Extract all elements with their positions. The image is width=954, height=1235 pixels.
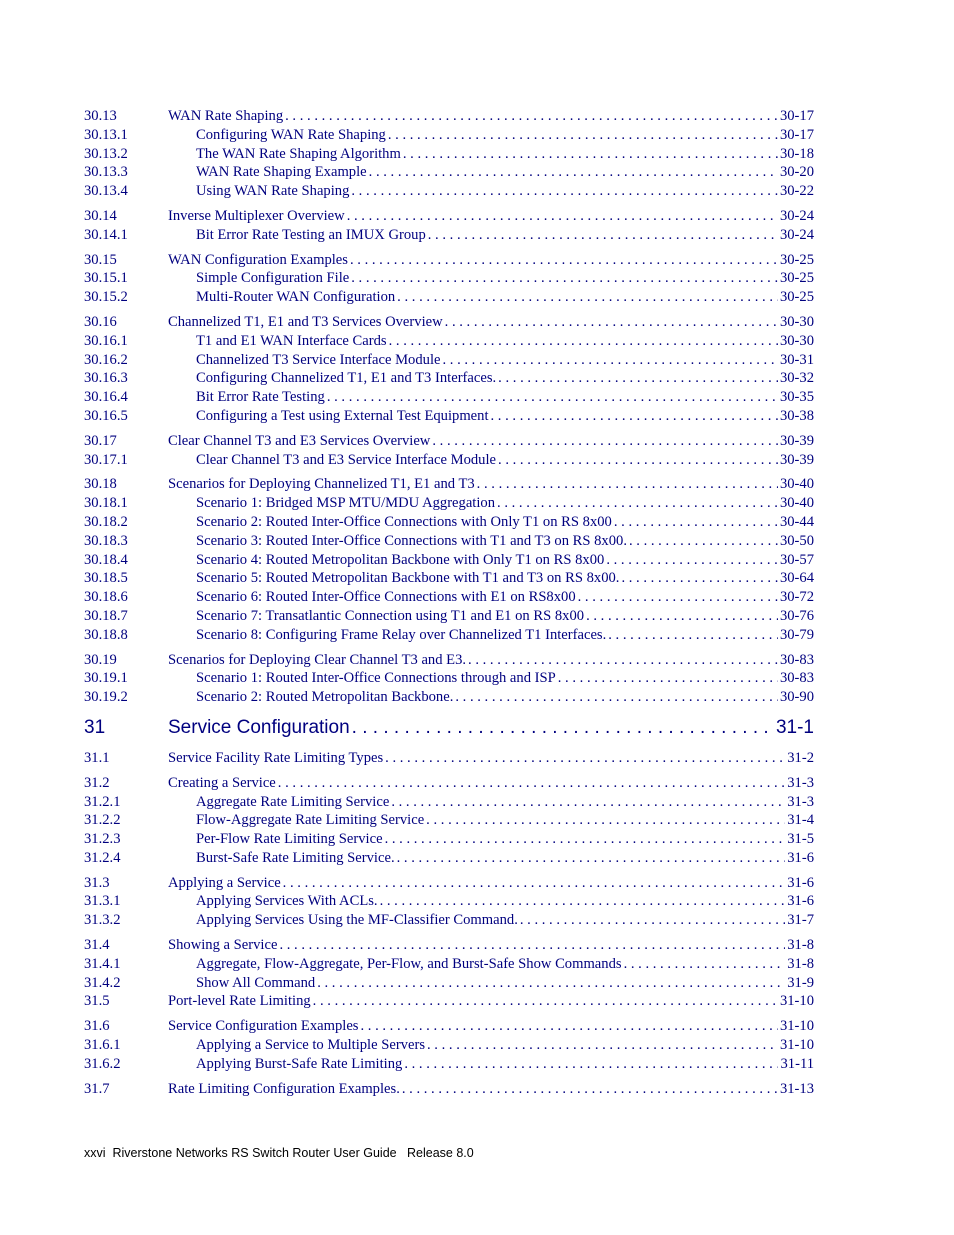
toc-section-number: 31.6 [84, 1018, 110, 1035]
toc-page-number: 30-90 [779, 689, 814, 706]
toc-page-number: 30-64 [779, 570, 814, 587]
dot-leader [432, 432, 778, 451]
toc-page-number: 30-83 [779, 670, 814, 687]
toc-link[interactable] [196, 226, 814, 245]
dot-leader [428, 226, 778, 245]
dot-leader [389, 332, 778, 351]
toc-page-number: 30-39 [779, 432, 814, 449]
toc-page-number: 31-8 [787, 955, 814, 972]
toc-entry[interactable] [84, 163, 814, 182]
toc-link[interactable] [196, 407, 814, 426]
toc-page-number: 30-39 [779, 451, 814, 468]
dot-leader [497, 494, 778, 513]
toc-page-number: 30-30 [779, 332, 814, 349]
toc-page-number: 31-1 [775, 716, 814, 738]
toc-page-number: 30-24 [779, 207, 814, 224]
toc-entry[interactable] [84, 251, 814, 270]
toc-page-number: 31-3 [787, 793, 814, 810]
toc-entry[interactable] [84, 607, 814, 626]
toc-section-number: 31.5 [84, 993, 110, 1010]
dot-leader [369, 163, 778, 182]
toc-title: Per-Flow Rate Limiting Service [196, 831, 383, 848]
toc-section-number: 30.16.2 [84, 351, 128, 368]
dot-leader [350, 251, 778, 270]
toc-title: Flow-Aggregate Rate Limiting Service [196, 812, 425, 829]
toc-page-number: 30-30 [779, 313, 814, 330]
toc-link[interactable] [196, 513, 814, 532]
toc-link[interactable] [168, 251, 814, 270]
toc-section-number: 31 [84, 716, 106, 738]
toc-title: Clear Channel T3 and E3 Services Overview [168, 432, 431, 449]
dot-leader [498, 369, 778, 388]
toc-page-number: 31-9 [787, 974, 814, 991]
dot-leader [403, 145, 778, 164]
toc-title: Applying a Service [168, 874, 281, 891]
toc-page-number: 30-22 [779, 183, 814, 200]
toc-page-number: 30-17 [779, 108, 814, 124]
toc-title: Scenario 2: Routed Metropolitan Backbone. [196, 689, 454, 706]
dot-leader [468, 651, 778, 670]
toc-entry[interactable] [84, 992, 814, 1011]
toc-section-number: 30.15 [84, 251, 117, 268]
toc-entry[interactable] [84, 1017, 814, 1036]
toc-entry[interactable] [84, 749, 814, 768]
dot-leader [385, 749, 785, 768]
toc-link[interactable] [196, 388, 814, 407]
toc-entry[interactable] [84, 207, 814, 226]
toc-section-number: 31.6.1 [84, 1037, 121, 1054]
toc-title: Clear Channel T3 and E3 Service Interface Module [196, 451, 497, 468]
toc-section-number: 30.17.1 [84, 451, 128, 468]
toc-entry[interactable] [84, 269, 814, 288]
toc-title: Service Facility Rate Limiting Types [168, 749, 384, 766]
toc-link[interactable] [196, 288, 814, 307]
toc-link[interactable] [168, 992, 814, 1011]
dot-leader [621, 569, 777, 588]
toc-page-number: 30-25 [779, 289, 814, 306]
toc-section-number: 30.17 [84, 432, 117, 449]
toc-entry[interactable] [84, 107, 814, 126]
toc-section-number: 30.13.1 [84, 126, 128, 143]
toc-entry[interactable] [84, 874, 814, 893]
dot-leader [427, 1036, 778, 1055]
toc-section-number: 30.18 [84, 476, 117, 493]
toc-section-number: 31.3.2 [84, 912, 121, 929]
toc-section-number: 31.2 [84, 774, 110, 791]
toc-entry[interactable] [84, 288, 814, 307]
toc-link[interactable] [196, 532, 814, 551]
toc-link[interactable] [196, 451, 814, 470]
toc-entry[interactable] [84, 626, 814, 645]
dot-leader [285, 107, 778, 126]
toc-page-number: 30-50 [779, 532, 814, 549]
dot-leader [455, 688, 778, 707]
toc-link[interactable] [196, 607, 814, 626]
toc-entry[interactable] [84, 432, 814, 451]
dot-leader [477, 475, 778, 494]
dot-leader [352, 713, 774, 743]
toc-section-number: 30.18.5 [84, 570, 128, 587]
toc-link[interactable] [196, 332, 814, 351]
toc-section-number: 30.18.3 [84, 532, 128, 549]
toc-title: WAN Rate Shaping [168, 108, 284, 124]
dot-leader [283, 874, 786, 893]
toc-section-number: 30.14.1 [84, 226, 128, 243]
toc-link[interactable] [196, 351, 814, 370]
toc-section-number: 30.18.8 [84, 626, 128, 643]
toc-entry[interactable] [84, 688, 814, 707]
toc-title: Scenarios for Deploying Channelized T1, E1 and T3 [168, 476, 475, 493]
toc-title: Applying Burst-Safe Rate Limiting [196, 1055, 403, 1072]
toc-link[interactable] [168, 936, 814, 955]
toc-title: Aggregate, Flow-Aggregate, Per-Flow, and Burst-Safe Show Commands [196, 955, 622, 972]
toc-entry[interactable] [84, 1036, 814, 1055]
toc-page-number: 30-44 [779, 513, 814, 530]
toc-link[interactable] [196, 588, 814, 607]
dot-leader [624, 955, 786, 974]
toc-page-number: 30-35 [779, 389, 814, 406]
dot-leader [578, 588, 778, 607]
toc-entry[interactable] [84, 974, 814, 993]
dot-leader [558, 669, 778, 688]
toc-title: Service Configuration [168, 716, 350, 738]
toc-section-number: 30.18.2 [84, 513, 128, 530]
page-footer: xxvi Riverstone Networks RS Switch Router User Guide Release 8.0 [84, 1146, 474, 1160]
toc-title: The WAN Rate Shaping Algorithm [196, 145, 401, 162]
toc-section-number: 31.4.1 [84, 955, 121, 972]
toc-entry[interactable] [84, 892, 814, 911]
toc-title: Scenario 4: Routed Metropolitan Backbone with Only T1 on RS 8x00 [196, 551, 605, 568]
dot-leader [278, 774, 785, 793]
dot-leader [402, 1080, 778, 1099]
toc-section-number: 30.14 [84, 207, 117, 224]
toc-link[interactable] [196, 830, 814, 849]
toc-page-number: 30-40 [779, 495, 814, 512]
dot-leader [347, 207, 778, 226]
dot-leader [498, 451, 778, 470]
toc-link[interactable] [196, 551, 814, 570]
toc-entry[interactable] [84, 451, 814, 470]
dot-leader [397, 288, 778, 307]
toc-entry[interactable] [84, 955, 814, 974]
toc-title: Scenario 2: Routed Inter-Office Connections with Only T1 on RS 8x00 [196, 513, 612, 530]
toc-section-number: 30.13.4 [84, 183, 128, 200]
toc-page-number: 31-7 [787, 912, 814, 929]
toc-section-number: 31.6.2 [84, 1055, 121, 1072]
toc-page-number: 30-17 [779, 126, 814, 143]
toc-link[interactable] [168, 475, 814, 494]
toc-title: T1 and E1 WAN Interface Cards [196, 332, 387, 349]
toc-title: Scenario 8: Configuring Frame Relay over Channelized T1 Interfaces. [196, 626, 607, 643]
toc-page-number: 31-11 [780, 1055, 814, 1072]
toc-entry[interactable] [84, 669, 814, 688]
toc-section-number: 31.2.2 [84, 812, 121, 829]
toc-entry[interactable] [84, 793, 814, 812]
toc-page-number: 31-10 [779, 1037, 814, 1054]
toc-section-number: 30.16.1 [84, 332, 128, 349]
toc-entry[interactable] [84, 494, 814, 513]
toc-title: Channelized T1, E1 and T3 Services Overview [168, 313, 443, 330]
toc-link[interactable] [168, 107, 814, 126]
toc-link[interactable] [168, 432, 814, 451]
toc-entry[interactable] [84, 388, 814, 407]
toc-entry[interactable] [84, 849, 814, 868]
dot-leader [442, 351, 777, 370]
toc-title: Bit Error Rate Testing an IMUX Group [196, 226, 426, 243]
toc-page-number: 30-24 [779, 226, 814, 243]
toc-page-number: 30-38 [779, 407, 814, 424]
toc-title: Scenarios for Deploying Clear Channel T3 and E3. [168, 651, 467, 668]
toc-section-number: 30.16.3 [84, 370, 128, 387]
dot-leader [608, 626, 778, 645]
toc-title: Scenario 6: Routed Inter-Office Connections with E1 on RS8x00 [196, 589, 576, 606]
toc-page-number: 30-20 [779, 164, 814, 181]
toc-section-number: 30.15.2 [84, 289, 128, 306]
toc-entry[interactable] [84, 532, 814, 551]
toc-link[interactable] [196, 1036, 814, 1055]
toc-chapter-entry[interactable] [84, 713, 814, 743]
toc-section-number: 30.19.2 [84, 689, 128, 706]
toc-link[interactable] [196, 849, 814, 868]
toc-page-number: 30-76 [779, 607, 814, 624]
toc-link[interactable] [196, 793, 814, 812]
toc-entry[interactable] [84, 145, 814, 164]
toc-entry[interactable] [84, 830, 814, 849]
toc-title: Channelized T3 Service Interface Module [196, 351, 441, 368]
toc-page-number: 31-10 [779, 1018, 814, 1035]
toc-section-number: 31.4.2 [84, 974, 121, 991]
toc-section-number: 30.19 [84, 651, 117, 668]
dot-leader [397, 849, 786, 868]
dot-leader [445, 313, 778, 332]
toc-link[interactable] [196, 955, 814, 974]
toc-entry[interactable] [84, 569, 814, 588]
toc-link[interactable] [168, 1080, 814, 1099]
toc-page-number: 31-13 [779, 1080, 814, 1097]
toc-title: Configuring Channelized T1, E1 and T3 Interfaces. [196, 370, 497, 387]
dot-leader [279, 936, 785, 955]
toc-section-number: 30.18.7 [84, 607, 128, 624]
toc-page-number: 31-3 [787, 774, 814, 791]
toc-entry[interactable] [84, 313, 814, 332]
toc-section-number: 31.1 [84, 749, 110, 766]
toc-link[interactable] [196, 974, 814, 993]
toc-page-number: 30-32 [779, 370, 814, 387]
toc-section-number: 31.2.1 [84, 793, 121, 810]
toc-section-number: 31.3.1 [84, 893, 121, 910]
toc-link[interactable] [168, 207, 814, 226]
toc-entry[interactable] [84, 774, 814, 793]
toc-title: Burst-Safe Rate Limiting Service. [196, 849, 395, 866]
toc-entry[interactable] [84, 588, 814, 607]
toc-link[interactable] [196, 669, 814, 688]
toc-link[interactable] [196, 892, 814, 911]
dot-leader [629, 532, 778, 551]
dot-leader [388, 126, 778, 145]
toc-title: Configuring WAN Rate Shaping [196, 126, 386, 143]
toc-page-number: 30-79 [779, 626, 814, 643]
table-of-contents [84, 107, 814, 1098]
toc-link[interactable] [196, 1055, 814, 1074]
toc-entry[interactable] [84, 332, 814, 351]
toc-title: Aggregate Rate Limiting Service [196, 793, 390, 810]
toc-link[interactable] [168, 749, 814, 768]
toc-page-number: 31-6 [787, 893, 814, 910]
toc-link[interactable] [168, 651, 814, 670]
toc-section-number: 30.19.1 [84, 670, 128, 687]
dot-leader [606, 551, 778, 570]
toc-link[interactable] [196, 811, 814, 830]
dot-leader [327, 388, 778, 407]
toc-page-number: 30-40 [779, 476, 814, 493]
toc-link[interactable] [196, 182, 814, 201]
toc-page-number: 30-72 [779, 589, 814, 606]
toc-title: Show All Command [196, 974, 316, 991]
toc-entry[interactable] [84, 1055, 814, 1074]
toc-section-number: 30.16.5 [84, 407, 128, 424]
toc-title: Bit Error Rate Testing [196, 389, 325, 406]
toc-title: Creating a Service [168, 774, 276, 791]
toc-entry[interactable] [84, 407, 814, 426]
toc-page-number: 31-2 [787, 749, 814, 766]
toc-title: Using WAN Rate Shaping [196, 183, 350, 200]
toc-link[interactable] [196, 494, 814, 513]
toc-section-number: 30.13.3 [84, 164, 128, 181]
toc-section-number: 31.7 [84, 1080, 110, 1097]
toc-page-number: 30-83 [779, 651, 814, 668]
toc-entry[interactable] [84, 936, 814, 955]
dot-leader [317, 974, 785, 993]
toc-entry[interactable] [84, 351, 814, 370]
toc-section-number: 31.4 [84, 937, 110, 954]
toc-title: Scenario 1: Routed Inter-Office Connections through and ISP [196, 670, 556, 687]
toc-section-number: 31.2.4 [84, 849, 121, 866]
toc-link[interactable] [196, 163, 814, 182]
toc-page-number: 31-8 [787, 937, 814, 954]
toc-section-number: 30.18.4 [84, 551, 128, 568]
toc-section-number: 30.18.1 [84, 495, 128, 512]
toc-title: Showing a Service [168, 937, 278, 954]
toc-link[interactable] [196, 369, 814, 388]
toc-entry[interactable] [84, 226, 814, 245]
toc-link[interactable] [196, 626, 814, 645]
toc-title: Simple Configuration File [196, 270, 350, 287]
toc-page-number: 30-18 [779, 145, 814, 162]
toc-title: Configuring a Test using External Test Equipment [196, 407, 489, 424]
dot-leader [391, 793, 785, 812]
dot-leader [380, 892, 786, 911]
toc-entry[interactable] [84, 513, 814, 532]
dot-leader [351, 182, 778, 201]
dot-leader [360, 1017, 777, 1036]
dot-leader [520, 911, 785, 930]
dot-leader [426, 811, 785, 830]
toc-title: WAN Rate Shaping Example [196, 164, 367, 181]
toc-entry[interactable] [84, 126, 814, 145]
toc-title: Applying Services With ACLs. [196, 893, 378, 910]
toc-title: Port-level Rate Limiting [168, 993, 311, 1010]
toc-entry[interactable] [84, 475, 814, 494]
toc-entry[interactable] [84, 369, 814, 388]
toc-entry[interactable] [84, 182, 814, 201]
dot-leader [586, 607, 778, 626]
toc-section-number: 30.18.6 [84, 589, 128, 606]
toc-entry[interactable] [84, 911, 814, 930]
toc-title: Scenario 7: Transatlantic Connection using T1 and E1 on RS 8x00 [196, 607, 585, 624]
toc-link[interactable] [196, 569, 814, 588]
toc-section-number: 30.13 [84, 108, 117, 124]
toc-section-number: 31.2.3 [84, 831, 121, 848]
toc-page-number: 30-25 [779, 270, 814, 287]
toc-page-number: 30-31 [779, 351, 814, 368]
toc-link[interactable] [168, 874, 814, 893]
toc-link[interactable] [196, 911, 814, 930]
toc-link[interactable] [168, 313, 814, 332]
dot-leader [313, 992, 778, 1011]
toc-title: Scenario 1: Bridged MSP MTU/MDU Aggregation [196, 495, 496, 512]
toc-entry[interactable] [84, 1080, 814, 1099]
dot-leader [385, 830, 786, 849]
toc-title: Applying Services Using the MF-Classifier Command. [196, 912, 518, 929]
toc-link[interactable] [196, 688, 814, 707]
toc-page-number: 31-6 [787, 849, 814, 866]
toc-title: Applying a Service to Multiple Servers [196, 1037, 425, 1054]
toc-link[interactable] [168, 713, 814, 743]
toc-title: Scenario 3: Routed Inter-Office Connections with T1 and T3 on RS 8x00. [196, 532, 627, 549]
toc-page-number: 31-10 [779, 993, 814, 1010]
dot-leader [404, 1055, 778, 1074]
toc-page-number: 31-5 [787, 831, 814, 848]
toc-page-number: 30-57 [779, 551, 814, 568]
dot-leader [491, 407, 778, 426]
toc-link[interactable] [168, 774, 814, 793]
toc-section-number: 30.16 [84, 313, 117, 330]
toc-title: Service Configuration Examples [168, 1018, 359, 1035]
toc-entry[interactable] [84, 811, 814, 830]
toc-link[interactable] [196, 269, 814, 288]
toc-link[interactable] [196, 145, 814, 164]
toc-page-number: 31-4 [787, 812, 814, 829]
toc-title: Inverse Multiplexer Overview [168, 207, 345, 224]
toc-section-number: 30.13.2 [84, 145, 128, 162]
toc-title: Scenario 5: Routed Metropolitan Backbone with T1 and T3 on RS 8x00. [196, 570, 620, 587]
dot-leader [614, 513, 778, 532]
toc-section-number: 31.3 [84, 874, 110, 891]
toc-title: WAN Configuration Examples [168, 251, 348, 268]
toc-page-number: 30-25 [779, 251, 814, 268]
toc-entry[interactable] [84, 651, 814, 670]
toc-link[interactable] [168, 1017, 814, 1036]
toc-section-number: 30.15.1 [84, 270, 128, 287]
toc-entry[interactable] [84, 551, 814, 570]
toc-link[interactable] [196, 126, 814, 145]
toc-title: Multi-Router WAN Configuration [196, 289, 396, 306]
toc-section-number: 30.16.4 [84, 389, 128, 406]
toc-page-number: 31-6 [787, 874, 814, 891]
dot-leader [351, 269, 778, 288]
toc-title: Rate Limiting Configuration Examples. [168, 1080, 400, 1097]
